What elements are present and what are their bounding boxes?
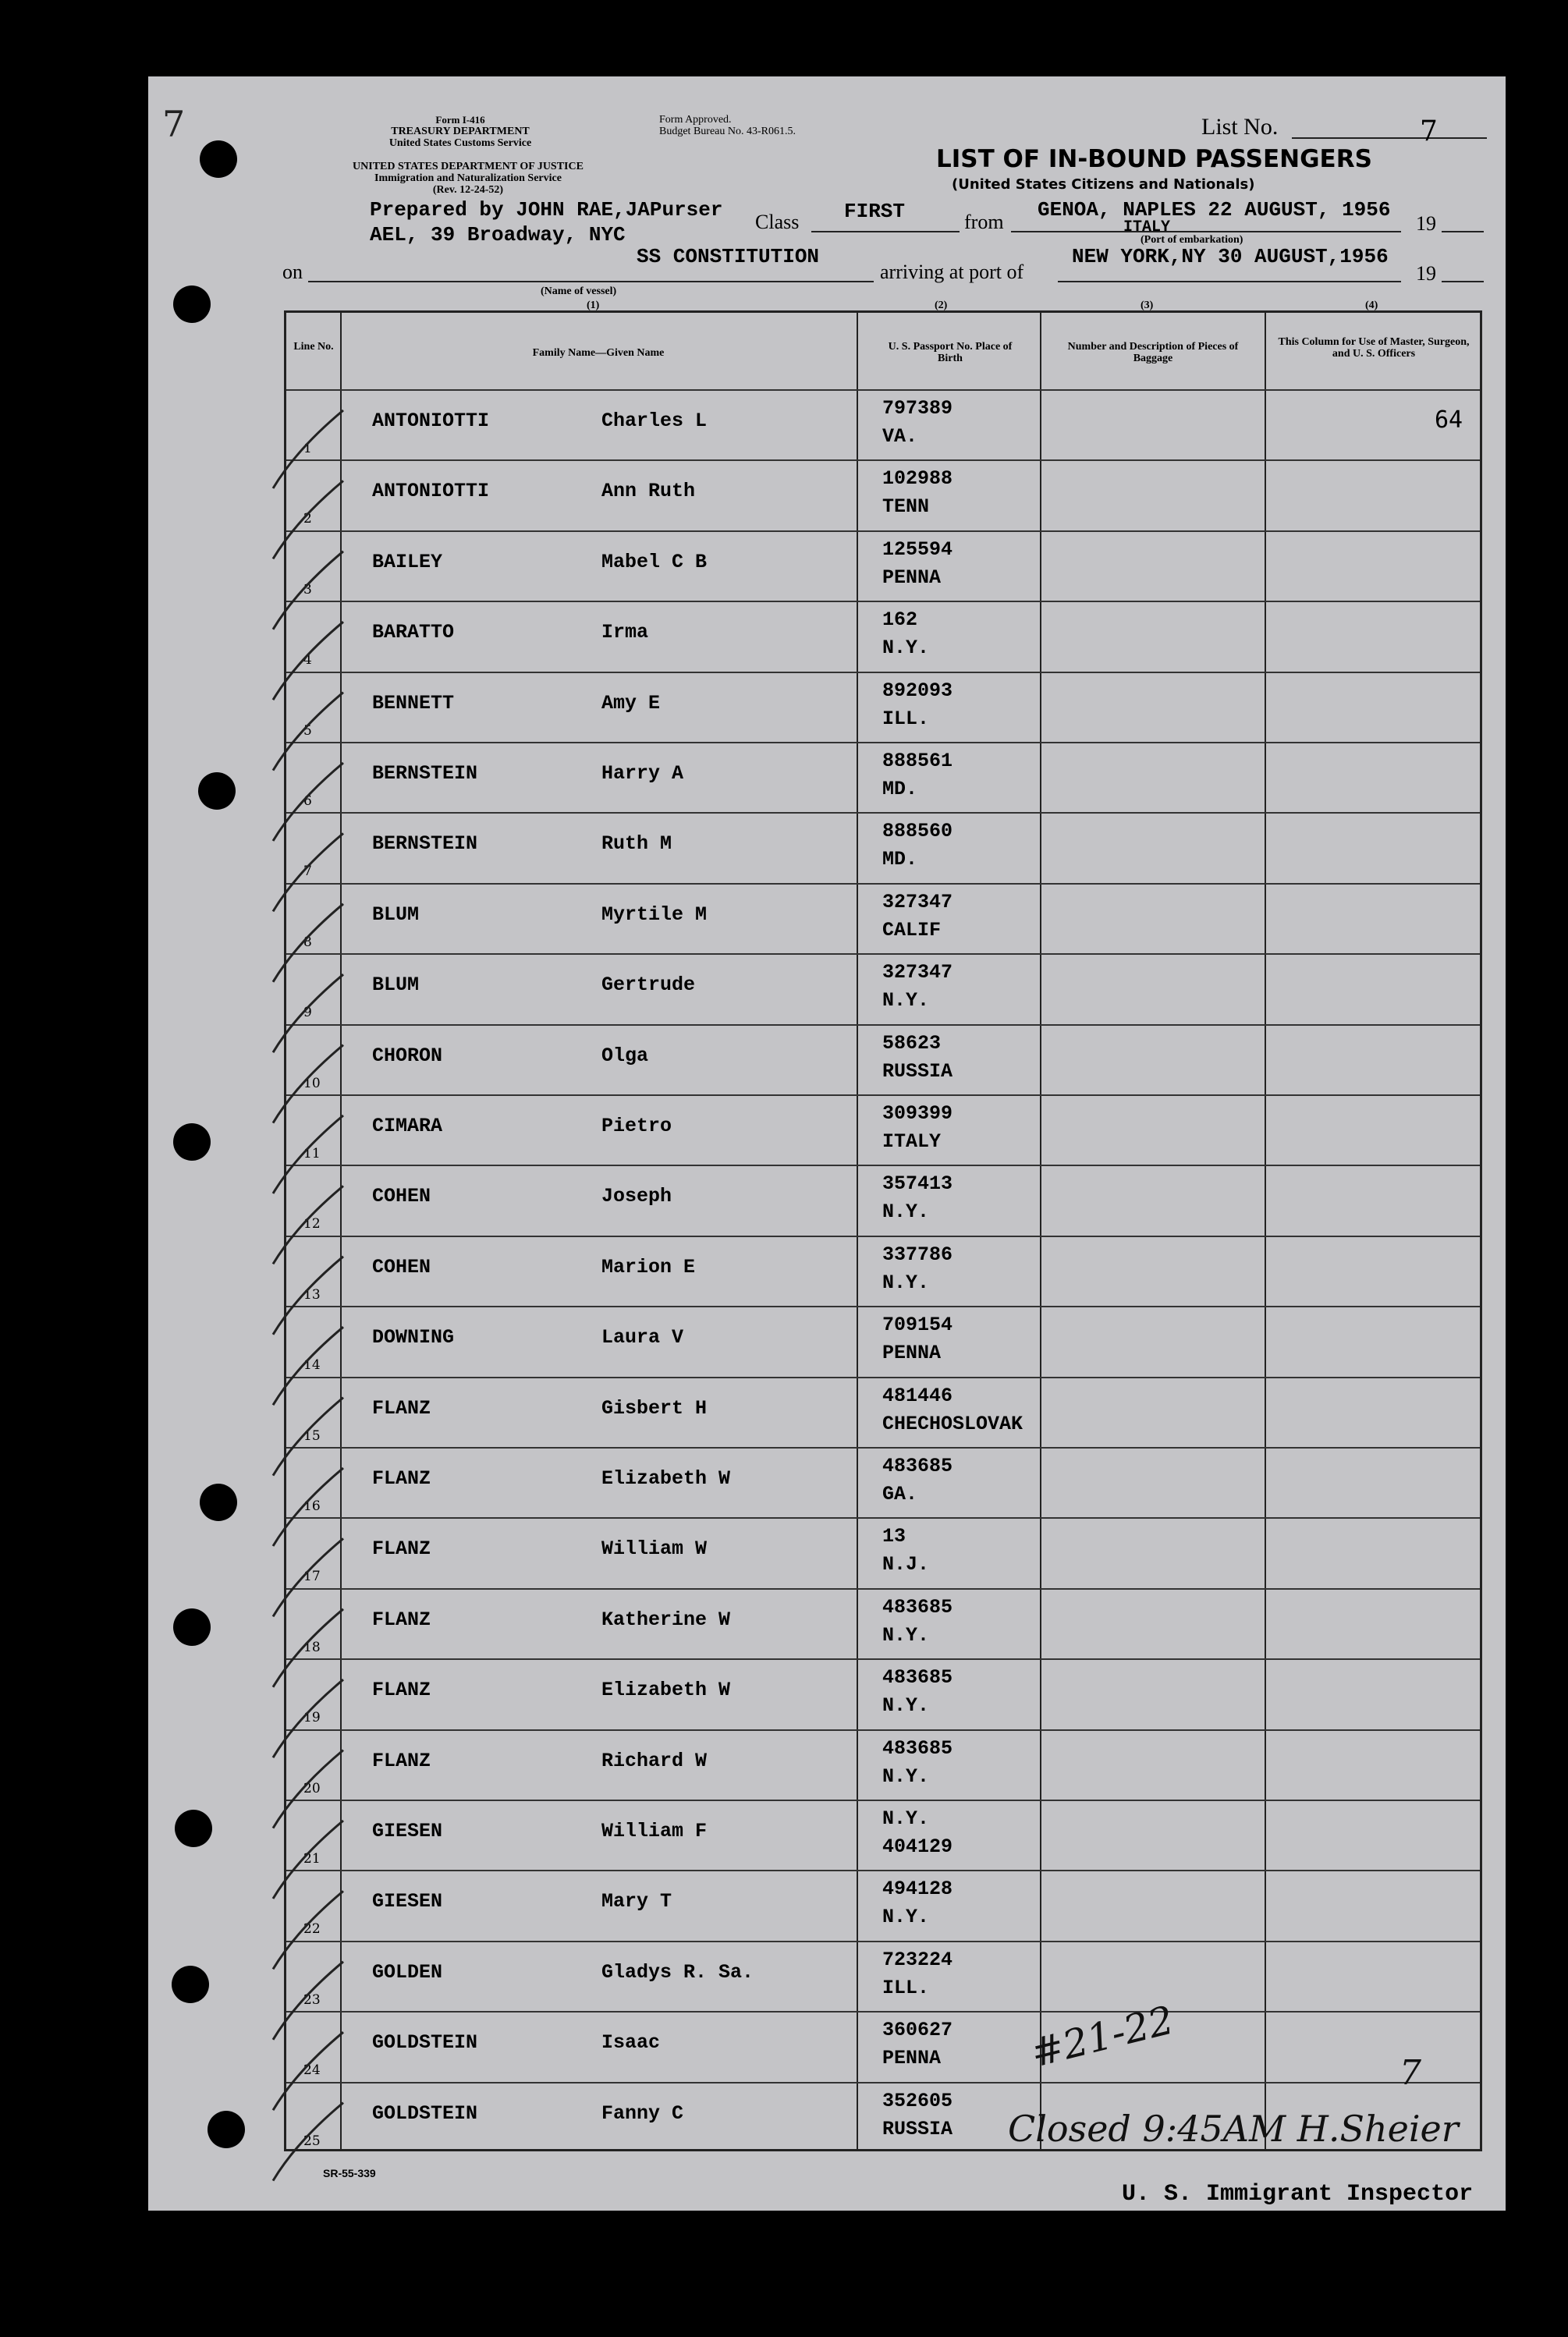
- inspector-label: U. S. Immigrant Inspector: [1122, 2181, 1474, 2208]
- line-number: 17: [303, 1569, 321, 1585]
- check-stroke: [273, 410, 343, 488]
- column-number-1: (1): [587, 300, 600, 311]
- given-name: William W: [601, 1537, 708, 1561]
- passport-number: N.Y.: [882, 1807, 930, 1830]
- place-of-birth: 404129: [882, 1835, 953, 1858]
- check-stroke: [273, 1257, 343, 1335]
- place-of-birth: N.Y.: [882, 1200, 930, 1224]
- check-stroke: [273, 481, 343, 559]
- check-stroke: [273, 1045, 343, 1123]
- family-name: GOLDSTEIN: [372, 2031, 478, 2055]
- family-name: FLANZ: [372, 1537, 431, 1561]
- place-of-birth: ITALY: [882, 1130, 942, 1153]
- line-number: 18: [303, 1639, 321, 1655]
- family-name: FLANZ: [372, 1467, 431, 1490]
- line-number: 5: [303, 722, 312, 739]
- family-name: BARATTO: [372, 621, 455, 644]
- check-stroke: [273, 1679, 343, 1757]
- treasury-dept: TREASURY DEPARTMENT: [391, 126, 530, 137]
- place-of-birth: MD.: [882, 778, 918, 800]
- header-passport: U. S. Passport No. Place of Birth: [888, 341, 1013, 364]
- given-name: Marion E: [601, 1255, 696, 1278]
- passport-number: 125594: [882, 537, 953, 561]
- check-stroke: [273, 2032, 343, 2110]
- given-name: Isaac: [601, 2031, 661, 2055]
- given-name: Ann Ruth: [601, 480, 696, 503]
- line-number: 11: [303, 1146, 321, 1161]
- line-number: 21: [303, 1851, 321, 1867]
- given-name: Laura V: [601, 1326, 684, 1349]
- family-name: BLUM: [372, 903, 420, 926]
- passport-number: 494128: [882, 1878, 953, 1901]
- from-value-country: ITALY: [1123, 218, 1171, 236]
- agent-address: AEL, 39 Broadway, NYC: [370, 223, 626, 246]
- place-of-birth: RUSSIA: [882, 1059, 953, 1083]
- check-stroke: [273, 1538, 343, 1616]
- family-name: FLANZ: [372, 1608, 431, 1631]
- vessel-name: SS CONSTITUTION: [637, 245, 820, 268]
- budget-bureau: Budget Bureau No. 43-R061.5.: [659, 126, 796, 137]
- header-officers: This Column for Use of Master, Surgeon, and U. S. Officers: [1278, 336, 1470, 360]
- family-name: CHORON: [372, 1044, 443, 1067]
- place-of-birth: N.Y.: [882, 989, 930, 1012]
- family-name: DOWNING: [372, 1326, 455, 1349]
- column-number-2: (2): [935, 300, 948, 311]
- corner-number: 7: [162, 103, 186, 145]
- page-title: LIST OF IN-BOUND PASSENGERS: [936, 145, 1372, 173]
- check-stroke: [273, 1609, 343, 1687]
- place-of-birth: ILL.: [882, 1976, 930, 1999]
- column-number-4: (4): [1365, 300, 1378, 311]
- line-number: 15: [303, 1427, 321, 1444]
- prepared-by: Prepared by JOHN RAE,JAPurser: [370, 198, 723, 222]
- place-of-birth: N.Y.: [882, 1271, 930, 1294]
- passport-number: 13: [882, 1525, 906, 1548]
- line-number: 13: [303, 1286, 321, 1303]
- port-embarkation-caption: (Port of embarkation): [1141, 234, 1243, 246]
- family-name: GIESEN: [372, 1820, 443, 1842]
- check-stroke: [273, 1115, 343, 1193]
- check-stroke: [273, 551, 343, 629]
- line-number: 9: [303, 1005, 312, 1021]
- given-name: Gladys R. Sa.: [601, 1960, 754, 1984]
- line-number: 10: [303, 1075, 321, 1091]
- passport-number: 58623: [882, 1031, 942, 1055]
- form-revision: (Rev. 12-24-52): [432, 184, 504, 196]
- page-subtitle: (United States Citizens and Nationals): [952, 176, 1255, 193]
- check-stroke: [273, 622, 343, 700]
- family-name: ANTONIOTTI: [372, 480, 490, 503]
- line-number: 25: [303, 2133, 321, 2149]
- line-number: 14: [303, 1357, 321, 1374]
- given-name: Mary T: [601, 1890, 672, 1913]
- year-label-2: 19: [1416, 262, 1436, 285]
- check-stroke: [273, 763, 343, 841]
- check-stroke: [273, 1398, 343, 1476]
- given-name: Katherine W: [601, 1608, 731, 1631]
- family-name: GIESEN: [372, 1890, 443, 1913]
- passport-number: 797389: [882, 397, 953, 420]
- family-name: BAILEY: [372, 550, 443, 573]
- handwritten-seven: 7: [1399, 2053, 1421, 2093]
- family-name: CIMARA: [372, 1115, 443, 1137]
- family-name: FLANZ: [372, 1749, 431, 1772]
- passport-number: 481446: [882, 1384, 953, 1407]
- line-number: 19: [303, 1710, 321, 1726]
- family-name: FLANZ: [372, 1679, 431, 1702]
- line-number: 4: [303, 652, 312, 668]
- place-of-birth: N.Y.: [882, 1906, 930, 1929]
- family-name: COHEN: [372, 1185, 431, 1208]
- given-name: Olga: [601, 1044, 649, 1067]
- passport-number: 483685: [882, 1455, 953, 1477]
- passport-number: 357413: [882, 1172, 953, 1196]
- check-stroke: [273, 1468, 343, 1546]
- line-number: 16: [303, 1498, 321, 1514]
- place-of-birth: CHECHOSLOVAK: [882, 1412, 1023, 1435]
- family-name: BENNETT: [372, 691, 455, 715]
- place-of-birth: PENNA: [882, 566, 942, 589]
- list-no-value: 7: [1420, 115, 1438, 147]
- handwritten-line-ref: #21-22: [1026, 1997, 1179, 2076]
- vessel-caption: (Name of vessel): [541, 285, 617, 297]
- from-value: GENOA, NAPLES 22 AUGUST, 1956: [1038, 198, 1391, 222]
- family-name: FLANZ: [372, 1396, 431, 1420]
- passport-number: 888560: [882, 820, 953, 843]
- passport-number: 888561: [882, 750, 953, 772]
- place-of-birth: N.Y.: [882, 1623, 930, 1647]
- check-stroke: [273, 693, 343, 771]
- justice-dept: UNITED STATES DEPARTMENT OF JUSTICE: [353, 161, 584, 172]
- place-of-birth: VA.: [882, 425, 918, 448]
- place-of-birth: N.Y.: [882, 1764, 930, 1788]
- place-of-birth: RUSSIA: [882, 2117, 953, 2140]
- from-label: from: [964, 211, 1004, 233]
- family-name: BLUM: [372, 973, 420, 997]
- passport-number: 337786: [882, 1243, 953, 1266]
- check-stroke: [273, 1186, 343, 1264]
- line-number: 22: [303, 1921, 321, 1938]
- place-of-birth: N.J.: [882, 1553, 930, 1576]
- line-number: 7: [303, 864, 312, 880]
- check-stroke: [273, 1821, 343, 1899]
- given-name: Elizabeth W: [601, 1679, 731, 1702]
- family-name: COHEN: [372, 1255, 431, 1278]
- given-name: William F: [601, 1820, 708, 1842]
- given-name: Amy E: [601, 691, 661, 715]
- place-of-birth: N.Y.: [882, 1694, 930, 1718]
- line-number: 6: [303, 793, 312, 809]
- line-number: 2: [303, 511, 312, 527]
- given-name: Myrtile M: [601, 903, 708, 926]
- passport-number: 327347: [882, 890, 953, 913]
- given-name: Pietro: [601, 1115, 672, 1137]
- given-name: Richard W: [601, 1749, 708, 1772]
- check-stroke: [273, 974, 343, 1052]
- class-label: Class: [755, 211, 800, 233]
- place-of-birth: ILL.: [882, 707, 930, 730]
- line-number: 3: [303, 581, 312, 598]
- line-number: 12: [303, 1216, 321, 1232]
- passport-number: 483685: [882, 1736, 953, 1760]
- header-line-no: Line No.: [293, 341, 334, 353]
- arriving-value: NEW YORK,NY 30 AUGUST,1956: [1072, 245, 1389, 268]
- place-of-birth: GA.: [882, 1483, 918, 1505]
- passport-number: 102988: [882, 467, 953, 491]
- passport-number: 892093: [882, 679, 953, 702]
- given-name: Irma: [601, 621, 649, 644]
- given-name: Ruth M: [601, 832, 672, 856]
- passport-number: 360627: [882, 2019, 953, 2042]
- family-name: GOLDEN: [372, 1960, 443, 1984]
- closed-note: Closed 9:45AM H.Sheier: [1008, 2108, 1459, 2150]
- check-stroke: [273, 1962, 343, 2040]
- given-name: Harry A: [601, 762, 684, 785]
- given-name: Gisbert H: [601, 1396, 708, 1420]
- place-of-birth: N.Y.: [882, 637, 930, 660]
- place-of-birth: PENNA: [882, 1342, 942, 1365]
- passport-number: 327347: [882, 961, 953, 984]
- passport-number: 309399: [882, 1102, 953, 1125]
- given-name: Gertrude: [601, 973, 696, 997]
- ins-service: Immigration and Naturalization Service: [374, 172, 562, 184]
- family-name: BERNSTEIN: [372, 832, 478, 856]
- given-name: Elizabeth W: [601, 1467, 731, 1490]
- check-stroke: [273, 1327, 343, 1405]
- family-name: ANTONIOTTI: [372, 410, 490, 432]
- line-number: 8: [303, 934, 312, 950]
- year-label-1: 19: [1416, 212, 1436, 235]
- passport-number: 723224: [882, 1948, 953, 1971]
- check-stroke: [273, 1750, 343, 1828]
- place-of-birth: PENNA: [882, 2047, 942, 2070]
- class-value: FIRST: [844, 200, 906, 223]
- line-number: 20: [303, 1780, 321, 1796]
- passport-number: 483685: [882, 1666, 953, 1690]
- form-number: Form I-416: [435, 114, 485, 126]
- column-number-3: (3): [1141, 300, 1154, 311]
- on-label: on: [282, 261, 303, 283]
- line-number: 23: [303, 1991, 321, 2008]
- line-number: 1: [303, 441, 312, 456]
- header-baggage: Number and Description of Pieces of Baggage: [1067, 341, 1239, 364]
- passport-number: 709154: [882, 1314, 953, 1337]
- place-of-birth: TENN: [882, 495, 930, 519]
- header-name: Family Name—Given Name: [532, 347, 665, 359]
- check-stroke: [273, 833, 343, 911]
- arriving-label: arriving at port of: [880, 261, 1024, 283]
- given-name: Mabel C B: [601, 550, 708, 573]
- list-no-label: List No.: [1201, 114, 1279, 140]
- line-number: 24: [303, 2062, 321, 2079]
- customs-service: United States Customs Service: [388, 137, 532, 149]
- check-stroke: [273, 1891, 343, 1969]
- passport-number: 162: [882, 608, 918, 632]
- place-of-birth: CALIF: [882, 918, 942, 942]
- place-of-birth: MD.: [882, 848, 918, 871]
- passport-number: 352605: [882, 2089, 953, 2112]
- officer-note: 64: [1435, 406, 1463, 434]
- form-approved: Form Approved.: [659, 114, 732, 126]
- given-name: Fanny C: [601, 2101, 684, 2125]
- check-stroke: [273, 904, 343, 982]
- given-name: Charles L: [601, 410, 708, 432]
- passport-number: 483685: [882, 1595, 953, 1619]
- form-code: SR-55-339: [323, 2167, 376, 2179]
- family-name: BERNSTEIN: [372, 762, 478, 785]
- family-name: GOLDSTEIN: [372, 2101, 478, 2125]
- given-name: Joseph: [601, 1185, 672, 1208]
